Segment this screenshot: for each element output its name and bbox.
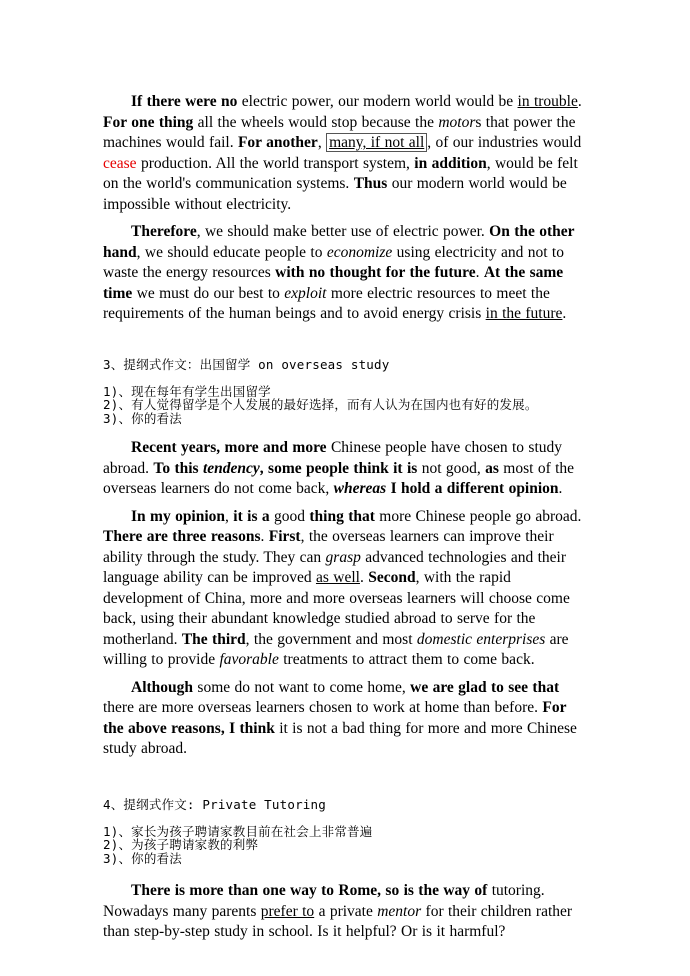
text-run: advanced technologies and their language ability can be improved: [103, 548, 567, 586]
text-run: tutoring. Nowadays many parents: [103, 882, 545, 920]
text-run: economize: [326, 243, 393, 261]
text-run: using electricity and not to waste the energy resources: [103, 243, 564, 281]
outline-item-2: 2)、有人觉得留学是个人发展的最好选择，而有人认为在国内也有好的发展。: [103, 397, 538, 412]
outline-prompt-overseas-study: [103, 358, 590, 426]
text-run: To this: [153, 459, 203, 477]
text-run: Recent years, more and more: [131, 439, 327, 456]
text-run: it is a: [233, 507, 270, 525]
text-run: in the future: [485, 305, 563, 322]
text-run: For another: [237, 134, 318, 151]
text-run: exploit: [284, 284, 327, 302]
text-run: treatments to attract them to come back.: [278, 651, 535, 668]
red-highlighted-word: cease: [103, 154, 137, 172]
outline-items: [103, 370, 590, 425]
text-run: all the wheels would stop because the: [193, 113, 439, 131]
text-run: most of the overseas learners do not come back,: [103, 459, 575, 497]
text-run: The third: [181, 630, 246, 648]
text-run: there are more overseas learners chosen to work at home than before.: [103, 699, 543, 716]
text-run: If there were no: [131, 93, 238, 110]
text-run: whereas: [333, 480, 387, 497]
text-run: in addition: [414, 154, 487, 172]
para-electric-power-intro: [103, 92, 590, 215]
text-run: good: [269, 507, 310, 525]
text-run: There are three reasons: [103, 528, 261, 545]
text-run: .: [260, 528, 269, 545]
text-run: , we should make better use of electric power.: [196, 223, 490, 240]
text-run: .: [359, 569, 369, 586]
text-run: thing that: [309, 507, 375, 525]
para-study-abroad-intro: [103, 438, 590, 500]
boxed-phrase: many, if not all: [326, 133, 427, 152]
text-run: , the overseas learners can improve their ability through the study. They can: [103, 528, 554, 566]
text-run: domestic enterprises: [416, 630, 546, 648]
text-run: electric power, our modern world would be: [237, 93, 518, 110]
outline-title: 3、提纲式作文：出国留学 on overseas study: [103, 356, 390, 372]
para-study-abroad-reasons: [103, 507, 590, 671]
document-content: [103, 92, 590, 950]
outline-title: 4、提纲式作文: Private Tutoring: [103, 796, 326, 812]
text-run: grasp: [325, 548, 361, 566]
text-run: some do not want to come home,: [193, 678, 411, 696]
text-run: First: [268, 528, 301, 545]
text-run: with no thought for the future: [275, 264, 476, 281]
text-run: tendency: [202, 459, 260, 477]
outline-item-1: 1)、现在每年有学生出国留学: [103, 383, 271, 399]
text-run: Second: [368, 569, 416, 586]
text-run: Therefore: [131, 223, 197, 240]
outline-item-1: 1)、家长为孩子聘请家教目前在社会上非常普遍: [103, 823, 373, 839]
text-run: are willing to provide: [103, 630, 569, 668]
text-run: a private: [314, 902, 378, 920]
text-run: .: [577, 93, 582, 110]
outline-items: [103, 810, 590, 865]
text-run: For the above reasons, I think: [103, 699, 567, 737]
text-run: In my opinion: [131, 507, 226, 525]
text-run: ,: [225, 507, 234, 525]
text-run: , with the rapid development of China, more and more overseas learners will choose come back, using their abundant knowledge studied abroad to serve for the motherland.: [103, 569, 570, 648]
text-run: our modern world would be impossible without electricity.: [103, 175, 567, 213]
text-run: At the same time: [103, 264, 564, 302]
text-run: motor: [438, 113, 476, 131]
text-run: , we should educate people to: [136, 243, 327, 261]
text-run: production. All the world transport system,: [136, 154, 415, 172]
text-run: not good,: [417, 459, 486, 477]
text-run: ,: [317, 134, 327, 151]
text-run: s that power the machines would fail.: [103, 113, 576, 151]
text-run: as well: [315, 569, 360, 586]
text-run: prefer to: [260, 902, 315, 920]
para-electric-power-conclusion: [103, 222, 590, 325]
text-run: it is not a bad thing for more and more Chinese study abroad.: [103, 719, 577, 757]
text-run: favorable: [219, 651, 279, 668]
para-study-abroad-conclusion: [103, 678, 590, 760]
para-private-tutoring-intro: [103, 881, 590, 943]
text-run: more electric resources to meet the requirements of the human beings and to avoid energy crisis: [103, 284, 550, 322]
text-run: .: [558, 480, 563, 497]
text-run: more Chinese people go abroad.: [374, 507, 582, 525]
text-run: There is more than one way to Rome, so is the way of: [131, 882, 488, 899]
text-run: we are glad to see that: [410, 678, 560, 696]
text-run: , the government and most: [245, 630, 417, 648]
text-run: , some people think it is: [259, 459, 418, 477]
text-run: in trouble: [517, 93, 578, 110]
outline-item-2: 2)、为孩子聘请家教的利弊: [103, 837, 259, 852]
outline-item-3: 3)、你的看法: [103, 410, 182, 426]
text-run: Thus: [353, 175, 388, 192]
text-run: Chinese people have chosen to study abroad.: [103, 439, 563, 477]
text-run: , of our industries would: [427, 134, 582, 151]
text-run: .: [475, 264, 484, 281]
text-run: we must do our best to: [132, 284, 285, 302]
text-run: as: [485, 459, 499, 477]
outline-item-3: 3)、你的看法: [103, 850, 182, 866]
text-run: for their children rather than step-by-step study in school. Is it helpful? Or is it harmful?: [103, 902, 573, 940]
text-run: mentor: [377, 902, 422, 920]
text-run: On the other hand: [103, 223, 575, 261]
text-run: For one thing: [103, 113, 194, 131]
outline-prompt-private-tutoring: [103, 798, 590, 866]
text-run: I hold a different opinion: [386, 480, 559, 497]
text-run: , would be felt on the world's communication systems.: [103, 154, 578, 192]
text-run: Although: [131, 678, 194, 696]
text-run: .: [562, 305, 567, 322]
